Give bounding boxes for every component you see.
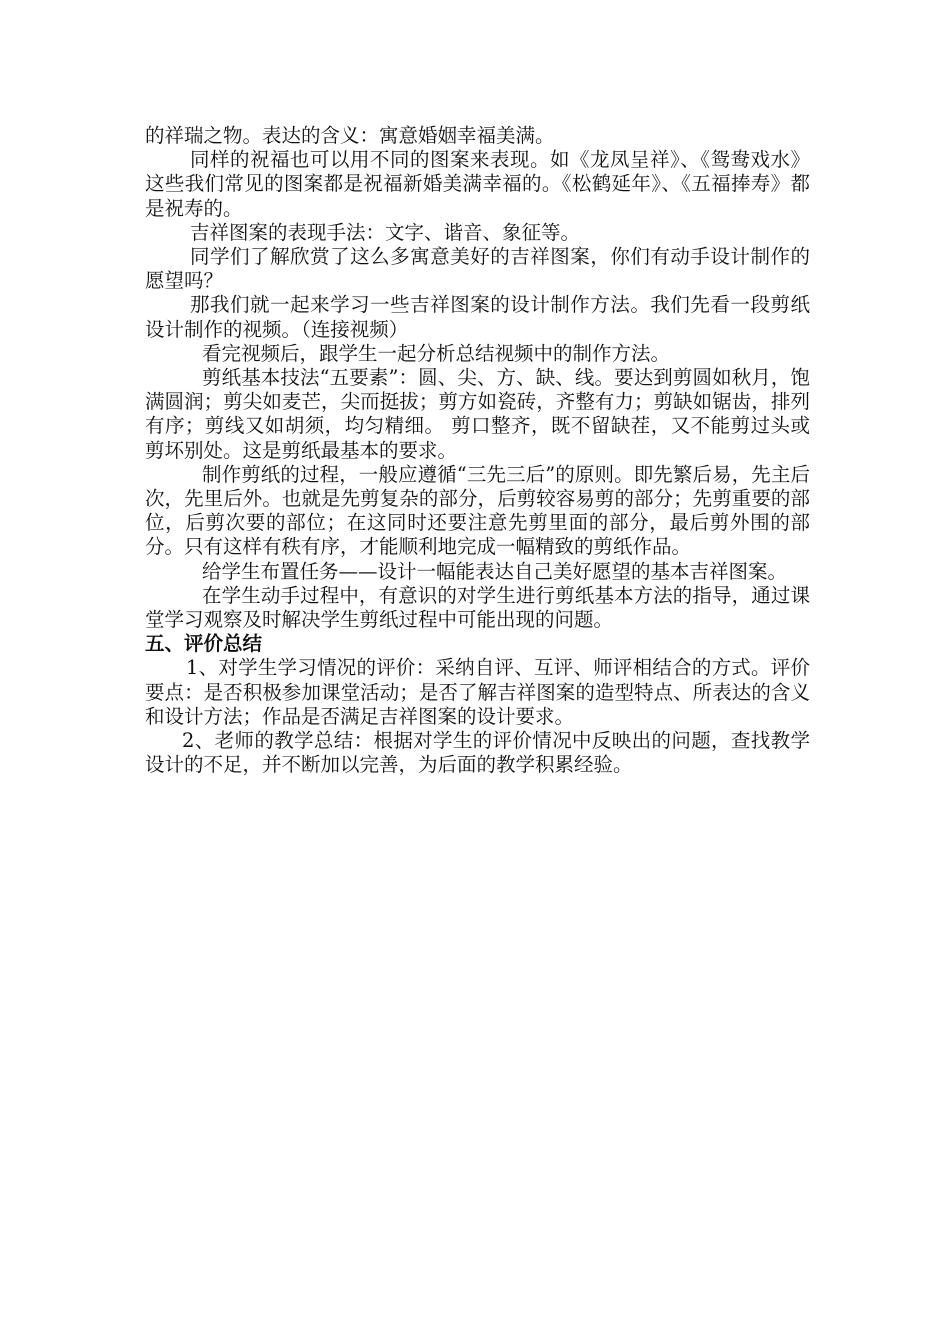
document-body [145, 124, 810, 777]
paragraph: 2、老师的教学总结：根据对学生的评价情况中反映出的问题，查找教学设计的不足，并不断加以完善，为后面的教学积累经验。 [145, 729, 810, 777]
paragraph: 1、对学生学习情况的评价：采纳自评、互评、师评相结合的方式。评价要点：是否积极参加课堂活动；是否了解吉祥图案的造型特点、所表达的含义和设计方法；作品是否满足吉祥图案的设计要求。 [145, 656, 810, 728]
paragraph: 那我们就一起来学习一些吉祥图案的设计制作方法。我们先看一段剪纸设计制作的视频。（连接视频） [145, 293, 810, 341]
paragraph: 看完视频后，跟学生一起分析总结视频中的制作方法。 [202, 341, 671, 365]
paragraph: 剪纸基本技法“五要素”：圆、尖、方、缺、线。要达到剪圆如秋月，饱满圆润；剪尖如麦芒，尖而挺拔；剪方如瓷砖，齐整有力；剪缺如锯齿，排列有序；剪线又如胡须，均匀精细。 剪口整齐，既不留缺茬，又不能剪过头或剪坏别处。这是剪纸最基本的要求。 [145, 366, 810, 462]
paragraph: 同学们了解欣赏了这么多寓意美好的吉祥图案，你们有动手设计制作的愿望吗？ [145, 245, 810, 293]
paragraph: 同样的祝福也可以用不同的图案来表现。如《龙凤呈祥》、《鸳鸯戏水》这些我们常见的图案都是祝福新婚美满幸福的。《松鹤延年》、《五福捧寿》都是祝寿的。 [145, 148, 810, 220]
paragraph: 吉祥图案的表现手法：文字、谐音、象征等。 [190, 220, 581, 244]
paragraph: 在学生动手过程中，有意识的对学生进行剪纸基本方法的指导，通过课堂学习观察及时解决学生剪纸过程中可能出现的问题。 [145, 583, 810, 632]
paragraph: 制作剪纸的过程，一般应遵循“三先三后”的原则。即先繁后易，先主后次，先里后外。也就是先剪复杂的部分，后剪较容易剪的部分；先剪重要的部位，后剪次要的部位；在这同时还要注意先剪里面的部分，最后剪外围的部分。只有这样有秩有序，才能顺利地完成一幅精致的剪纸作品。 [145, 462, 810, 559]
paragraph: 给学生布置任务——设计一幅能表达自己美好愿望的基本吉祥图案。 [202, 559, 788, 583]
paragraph: 的祥瑞之物。表达的含义：寓意婚姻幸福美满。 [145, 124, 555, 147]
section-heading: 五、评价总结 [145, 632, 263, 656]
